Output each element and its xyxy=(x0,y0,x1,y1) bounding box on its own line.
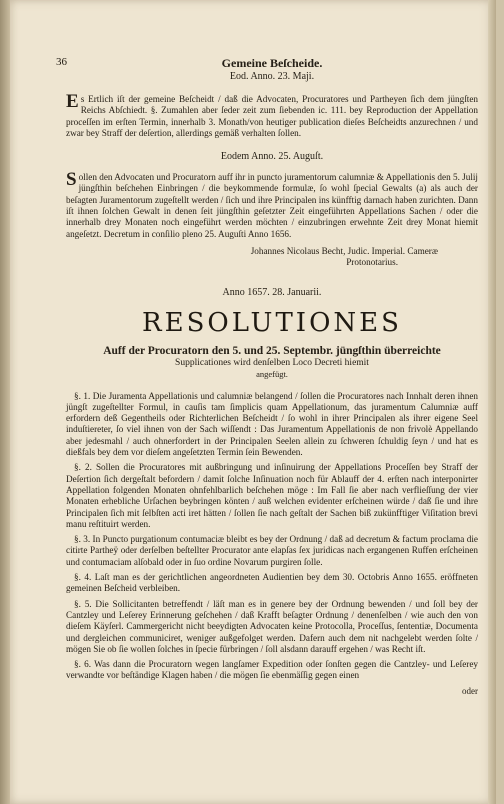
dateline-januarii: Anno 1657. 28. Januarii. xyxy=(222,286,322,298)
resolutiones-subhead-3: angefügt. xyxy=(256,368,288,379)
decree-block-1 xyxy=(66,91,478,139)
catchword: oder xyxy=(462,685,478,696)
paragraph-5: §. 5. Die Sollicitanten betreffendt / läſt man es in genere bey der Ordnung bewenden / und ſoll bey der Cantzley und Leſerey Erinnerung geſchehen / daß Krafft beſagter Ordnung / denenſelben / wie auch den von dieſem Käyſerl. Cammergericht nicht beeydigten Advocaten keine Protocolla, Proceſſus, ſententiæ, Documenta und dergleichen communiciret, weniger außgefolget werden. Dafern auch dem nit nachgelebt werden ſolte / mögen Sie ob ſie wollen ſolches in ſpecie fürbringen / ſoll alsdann darauff ergehen / was Recht iſt. xyxy=(66,598,478,654)
dropcap-e: E xyxy=(66,91,79,112)
decree-block-2 xyxy=(66,169,478,240)
page-edge xyxy=(488,0,496,804)
dateline-maji: Eod. Anno. 23. Maji. xyxy=(229,71,315,82)
resolutiones-subhead-2: Supplicationes wird denſelben Loco Decreti hiemit xyxy=(175,357,369,368)
signature-block xyxy=(66,246,478,269)
paragraph-4: §. 4. Laſt man es der gerichtlichen angeordneten Audientien bey dem 30. Octobris Anno 1655. eröffneten gemeinen Beſcheid verbleiben. xyxy=(66,572,478,594)
page-content xyxy=(66,56,478,696)
decree-block-1-text: s Ertlich iſt der gemeine Beſcheidt / daß die Advocaten, Procuratores und Partheyen ſich dem jüngſten Reichs Abſchiedt. §. Zumahlen aber ſeder zeit zum ſiebenden ic. 111. bey Reproduction der Appellation proceſſen im erſten Termin, innerhalb 3. Monath/von heutiger publication dieſes Beſcheidts anzurechnen / und zwar bey Straff der deſertion, allerdings gemäß verhalten ſollen. xyxy=(66,94,478,138)
dateline-august: Eodem Anno. 25. Auguſt. xyxy=(220,151,324,163)
resolutiones-subhead-1: Auff der Procuratorn den 5. und 25. Septembr. jüngſthin überreichte xyxy=(103,344,441,357)
book-gutter xyxy=(0,0,10,804)
decree-block-2-text: ollen den Advocaten und Procuratorn auff ihr in puncto juramentorum calumniæ & Appellationis den 5. Julij jüngſthin beſchehen Einbringen / die beykommende formulæ, ſo wohl ſpecial Gewalts (a) als auch der beſagten Juramentorum zugeſtellt werden / ſich und ihre Principalen ins künfftig darnach haben zurichten. Dann iſt ihnen ſolchen Gewalt in denen ſeit jüngſthin geſetzter Zeit eingeführten Appellations Sachen / oder die innerhalb drey Monaten noch eingeführt werden möchten / einzubringen erwehnte Zeit drey Monat hiemit angeſetzt. Decretum in conſilio pleno 25. Auguſti Anno 1656. xyxy=(66,172,478,239)
resolutiones-title: RESOLUTIONES xyxy=(142,307,402,338)
page-number: 36 xyxy=(56,56,67,68)
signature-line-1: Johannes Nicolaus Becht, Judic. Imperial. Cameræ xyxy=(250,245,438,256)
paragraph-1: §. 1. Die Juramenta Appellationis und calumniæ belangend / ſollen die Procuratores nach Innhalt deren ihnen jüngſt zugeſtellter Formul, in cauſis tam ſimplicis quam Appellationum, das juramentum Calumniæ auff erfordern deß Gegentheils oder Richterlichen Beſcheidt / ſo wohl in ihrer Principalen als ihrer eigene Seel induſtiereter, ſo viel ihnen von der Sach wiſſendt : Das Juramentum Appellationis de non frivolè Appellando aber jedesmahl / auch ohnerfordert in der Principalen Seelen allein zu ſchweren ſchuldig ſeyn / und hat es dießfals bey dem vor dieſem angeſetzten Termin ſein Bewenden. xyxy=(66,390,478,458)
signature-line-2: Protonotarius. xyxy=(346,257,398,268)
dropcap-s: S xyxy=(66,169,77,191)
paragraph-3: §. 3. In Puncto purgationum contumaciæ bleibt es bey der Ordnung / daß ad decretum & factum proclama die citirte Partheÿ oder derſelben beſtellter Procurator ante elapſas ſex juridicas nach ergangenen Ruffen erſcheinen und contumaciam alſobald oder in ſuo ordine Novarum purgiren ſolle. xyxy=(66,534,478,567)
paragraph-2: §. 2. Sollen die Procuratores mit außbringung und inſinuirung der Appellations Proceſſen bey Straff der Deſertion ſich dergeſtalt befordern / damit ſolche Inſinuation noch für Ablauff der 4. erſten nach interponirter Appellation folgenden Monaten ohnfehlbarlich beſchehen möge : Im Fall ſie aber nach verflieſſung der vier Monaten erhebliche Urſachen beybringen könten / auß welchen evidenter erſcheinen würde / daß ſie und ihre Principalen ſich mit ſelbſten acti iret hätten / ſollen ſie nach geſtalt der Sachen biß zukünfftiger Viſitation brevi manu reſtituirt werden. xyxy=(66,462,478,529)
running-head: Gemeine Beſcheide. xyxy=(221,56,323,70)
paragraph-6: §. 6. Was dann die Procuratorn wegen langſamer Expedition oder ſonſten gegen die Cantzley- und Leſerey verwandte vor beſtändige Klagen haben / die mögen ſie ebenmäſſig gegen einen xyxy=(66,659,478,681)
